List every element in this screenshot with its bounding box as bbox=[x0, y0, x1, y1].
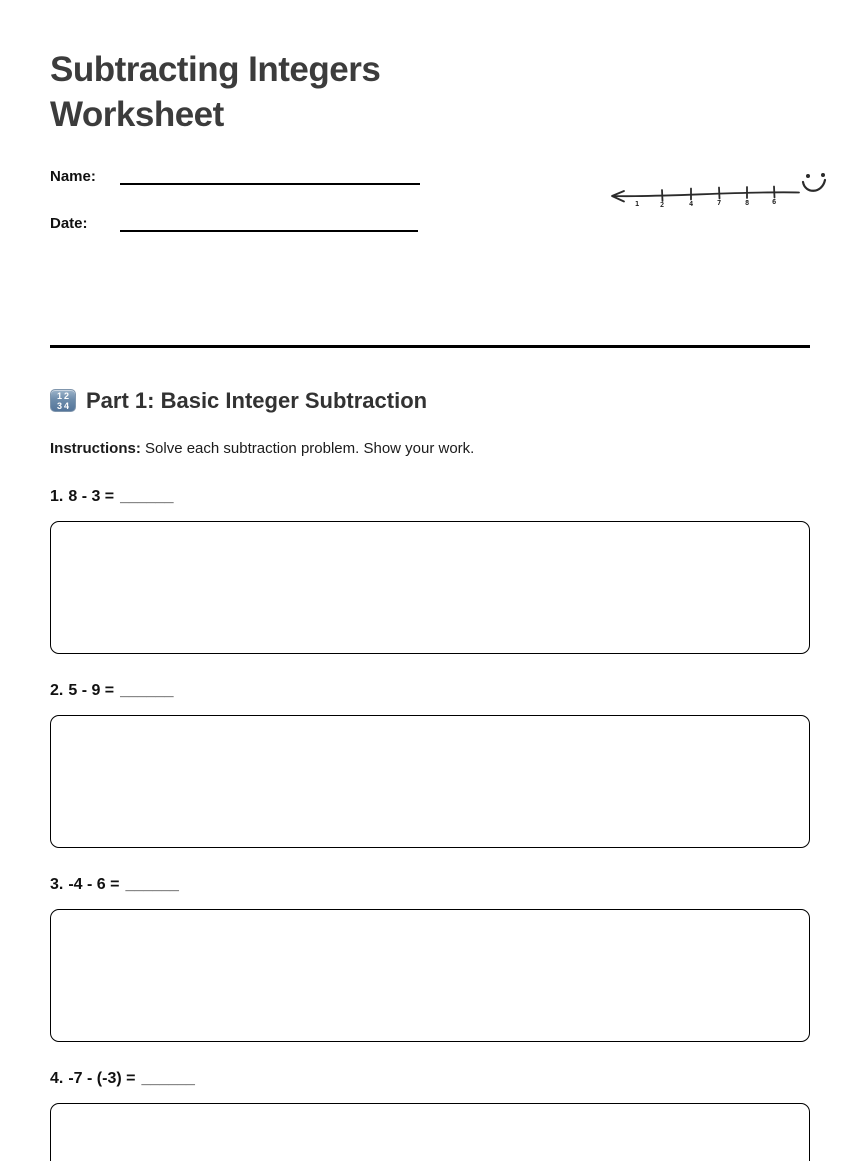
problem-number: 3. bbox=[50, 875, 64, 893]
problem-label bbox=[50, 1069, 810, 1089]
part1-heading-row bbox=[50, 388, 810, 414]
number-line-axis bbox=[613, 192, 799, 196]
problem-number: 1. bbox=[50, 487, 64, 505]
worksheet-title bbox=[50, 0, 810, 138]
part1-heading: Part 1: Basic Integer Subtraction bbox=[86, 387, 428, 413]
problem-expression: 8 - 3 = bbox=[68, 487, 115, 505]
problem-label bbox=[50, 487, 810, 507]
problem-block bbox=[50, 875, 810, 1042]
tick-mark bbox=[774, 186, 775, 197]
instructions-text: Solve each subtraction problem. Show your work. bbox=[145, 439, 475, 457]
answer-blank[interactable]: ______ bbox=[141, 1069, 195, 1087]
work-box[interactable] bbox=[50, 1103, 810, 1161]
problem-number: 4. bbox=[50, 1069, 64, 1087]
date-field-label: Date: bbox=[50, 214, 88, 232]
date-field-blank-line[interactable] bbox=[120, 212, 418, 232]
input-numbers-icon bbox=[50, 389, 76, 412]
problem-expression: -4 - 6 = bbox=[68, 875, 120, 893]
problem-expression: 5 - 9 = bbox=[68, 681, 115, 699]
instructions-label: Instructions: bbox=[50, 439, 141, 457]
answer-blank[interactable]: ______ bbox=[125, 875, 179, 893]
problem-block bbox=[50, 1069, 810, 1161]
number-line-doodle bbox=[602, 163, 840, 215]
worksheet-title-line-1: Subtracting Integers bbox=[50, 50, 381, 89]
tick-label: 2 bbox=[660, 200, 665, 209]
problem-block bbox=[50, 487, 810, 654]
tick-label: 4 bbox=[689, 199, 694, 208]
tick-mark bbox=[719, 187, 720, 198]
tick-label: 1 bbox=[635, 199, 640, 208]
name-field-label: Name: bbox=[50, 167, 96, 185]
tick-mark bbox=[662, 190, 663, 201]
answer-blank[interactable]: ______ bbox=[120, 487, 174, 505]
work-box[interactable] bbox=[50, 909, 810, 1042]
problems-list bbox=[50, 487, 810, 1161]
section-divider bbox=[50, 345, 810, 348]
header-fields bbox=[50, 163, 810, 232]
worksheet-title-line-2: Worksheet bbox=[50, 94, 224, 134]
tick-label: 6 bbox=[772, 197, 777, 206]
name-field-blank-line[interactable] bbox=[120, 165, 420, 185]
problem-block bbox=[50, 681, 810, 848]
problem-label bbox=[50, 681, 810, 701]
tick-label: 7 bbox=[717, 198, 722, 207]
work-box[interactable] bbox=[50, 715, 810, 848]
instructions bbox=[50, 440, 810, 457]
tick-label: 8 bbox=[745, 198, 750, 207]
problem-number: 2. bbox=[50, 681, 64, 699]
input-numbers-icon-row2: 34 bbox=[56, 400, 71, 411]
problem-label bbox=[50, 875, 810, 895]
work-box[interactable] bbox=[50, 521, 810, 654]
answer-blank[interactable]: ______ bbox=[120, 681, 174, 699]
problem-expression: -7 - (-3) = bbox=[68, 1069, 136, 1087]
smiley-face-icon bbox=[803, 173, 825, 191]
input-numbers-icon-row1: 12 bbox=[56, 390, 71, 401]
number-line-sketch bbox=[602, 163, 840, 215]
